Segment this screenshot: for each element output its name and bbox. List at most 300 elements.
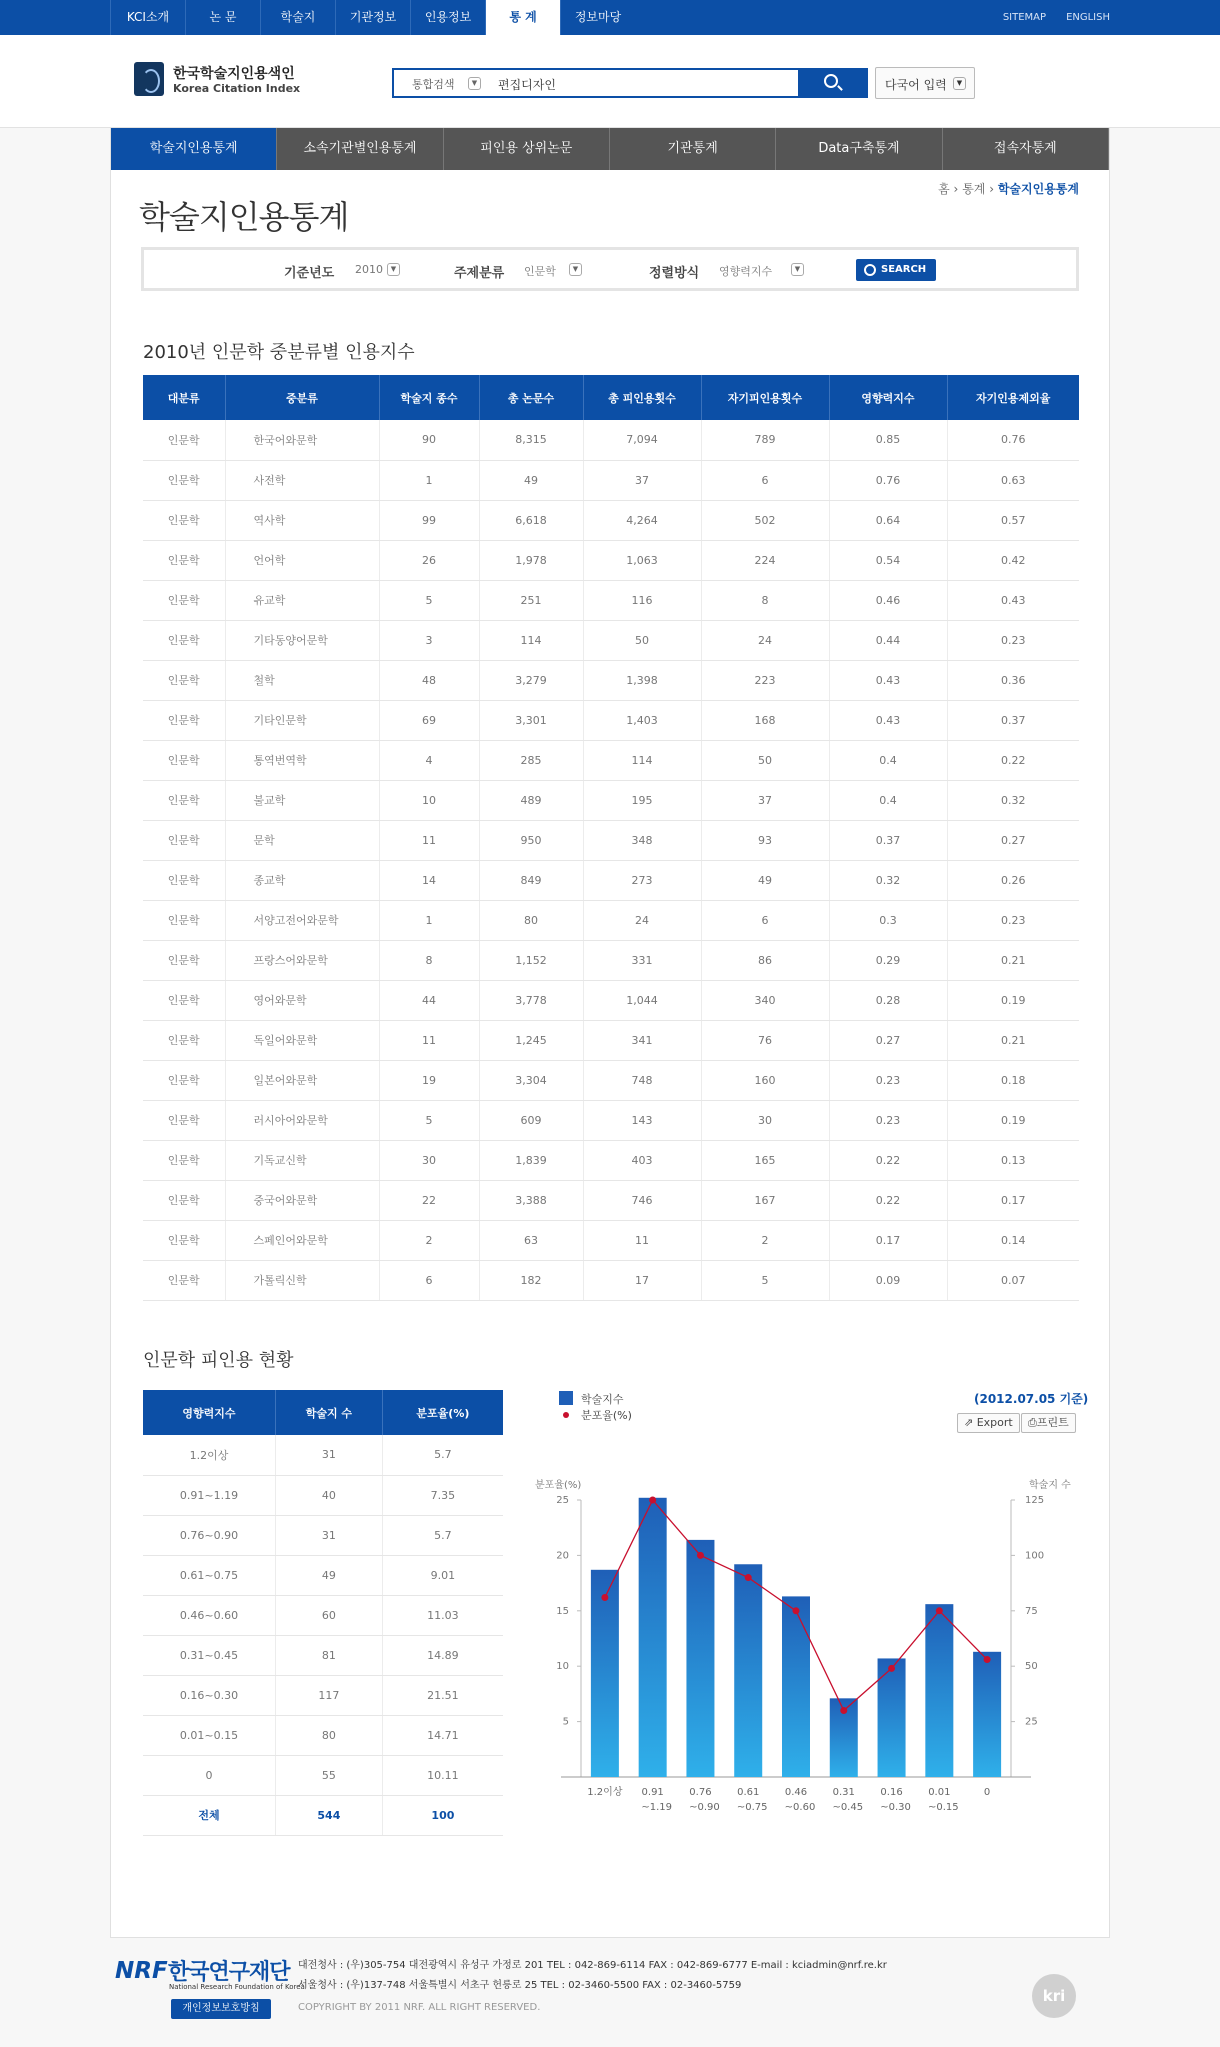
footer-address-daejeon: 대전청사 : (우)305-754 대전광역시 유성구 가정로 201 TEL : 042-869-6114 FAX : 042-869-6777 E-mail : kciadmin@nrf.re.kr [298,1960,887,1971]
table-cell: 10.11 [382,1755,503,1795]
table-cell: 0.76~0.90 [143,1515,275,1555]
printer-icon: ⎙ [1028,1416,1037,1429]
x-tick-label: ~0.60 [784,1802,816,1810]
table-cell: 49 [275,1555,382,1595]
table-cell: 기타인문학 [225,700,379,740]
top-nav-item-papers[interactable]: 논 문 [185,0,260,35]
table-cell: 11 [379,1020,479,1060]
table-cell: 프랑스어와문학 [225,940,379,980]
table-cell: 0.21 [947,940,1079,980]
table-cell: 서양고전어와문학 [225,900,379,940]
table-cell: 117 [275,1675,382,1715]
table-cell: 4,264 [583,500,701,540]
table-cell: 2 [379,1220,479,1260]
table-row [143,820,1079,860]
top-nav-item-kci[interactable]: KCI소개 [110,0,185,35]
top-nav-item-statistics[interactable]: 통 계 [485,0,560,35]
table-cell: 중국어와문학 [225,1180,379,1220]
table-cell: 0.26 [947,860,1079,900]
table-cell: 종교학 [225,860,379,900]
ratio-point [793,1607,800,1614]
table-cell: 0.23 [829,1060,947,1100]
table-cell: 0.4 [829,740,947,780]
table-cell: 0.3 [829,900,947,940]
table-cell: 3,279 [479,660,583,700]
table-cell: 80 [275,1715,382,1755]
table-row [143,420,1079,460]
table-cell: 1 [379,900,479,940]
multilingual-label: 다국어 입력 [885,78,947,92]
table-cell: 224 [701,540,829,580]
main-content [110,128,1110,1938]
table-cell: 14.71 [382,1715,503,1755]
chart-bar [782,1596,810,1777]
table-cell: 0.13 [947,1140,1079,1180]
table-cell: 0.37 [947,700,1079,740]
table-cell: 31 [275,1515,382,1555]
total-row [143,1795,503,1835]
table-cell: 86 [701,940,829,980]
table-cell: 인문학 [143,420,225,460]
table-cell: 55 [275,1755,382,1795]
table-cell: 273 [583,860,701,900]
table-cell: 불교학 [225,780,379,820]
table-cell: 22 [379,1180,479,1220]
table-cell: 가톨릭신학 [225,1260,379,1300]
table-cell: 8 [379,940,479,980]
table-cell: 0.46 [829,580,947,620]
table-cell: 0.22 [829,1140,947,1180]
english-link[interactable]: ENGLISH [1066,12,1110,23]
table-cell: 8,315 [479,420,583,460]
top-nav-item-info[interactable]: 정보마당 [560,0,635,35]
filter-search-button[interactable]: SEARCH [856,259,936,281]
x-tick-label: ~0.90 [689,1802,720,1810]
top-nav-item-citations[interactable]: 인용정보 [410,0,485,35]
table-row [143,1435,503,1475]
nrf-logo[interactable]: NRF [115,1958,168,1984]
table-cell: 역사학 [225,500,379,540]
chart-bar [925,1604,953,1777]
sort-select[interactable]: 영향력지수 [719,265,773,278]
privacy-policy-button[interactable]: 개인정보보호방침 [171,1999,271,2019]
footer-address-seoul: 서울청사 : (우)137-748 서울특별시 서초구 헌릉로 25 TEL : 02-3460-5500 FAX : 02-3460-5759 [298,1980,742,1991]
column-header: 중분류 [225,375,379,420]
export-button[interactable] [957,1413,1020,1433]
table-row [143,700,1079,740]
table-cell: 17 [583,1260,701,1300]
search-icon [824,74,838,88]
table-cell: 116 [583,580,701,620]
x-tick-label: ~0.45 [832,1802,864,1810]
x-tick-label: ~0.75 [736,1802,768,1810]
table-cell: 60 [275,1595,382,1635]
table-cell: 24 [701,620,829,660]
table-cell: 1,839 [479,1140,583,1180]
table-cell: 10 [379,780,479,820]
table-row [143,1635,503,1675]
table-cell: 인문학 [143,940,225,980]
top-nav-item-journals[interactable]: 학술지 [260,0,335,35]
column-header: 학술지 종수 [379,375,479,420]
table-cell: 1.2이상 [143,1435,275,1475]
export-icon: ⇗ [964,1416,974,1429]
table-row [143,1100,1079,1140]
logo-title[interactable]: 한국학술지인용색인 [173,66,295,82]
table-cell: 609 [479,1100,583,1140]
table-cell: 독일어와문학 [225,1020,379,1060]
table-cell: 2 [701,1220,829,1260]
table-cell: 통역번역학 [225,740,379,780]
chevron-down-icon: ▼ [953,77,966,90]
legend-journals [559,1391,624,1407]
left-tick-label: 5 [562,1716,569,1728]
table-cell: 0.91~1.19 [143,1475,275,1515]
chart-bar [639,1498,667,1777]
table-cell: 331 [583,940,701,980]
table-cell: 99 [379,500,479,540]
table-cell: 502 [701,500,829,540]
table-row [143,620,1079,660]
year-label: 기준년도 [284,266,335,281]
breadcrumb-stats[interactable]: 통계 [962,182,986,196]
column-header: 총 피인용횟수 [583,375,701,420]
x-tick-label: ~0.15 [928,1802,959,1810]
table-cell: 3,778 [479,980,583,1020]
ratio-point [697,1552,704,1559]
ratio-point [840,1707,847,1714]
table2-title: 인문학 피인용 현황 [143,1350,294,1371]
table-cell: 165 [701,1140,829,1180]
table-cell: 인문학 [143,780,225,820]
tab-top-cited[interactable]: 피인용 상위논문 [444,128,610,170]
table-cell: 14 [379,860,479,900]
search-box[interactable] [392,68,800,98]
table-cell: 403 [583,1140,701,1180]
table-cell: 0.18 [947,1060,1079,1100]
table-row [143,940,1079,980]
chevron-down-icon[interactable]: ▼ [468,77,481,90]
ratio-point [601,1594,608,1601]
tab-institution-stats[interactable]: 기관통계 [610,128,776,170]
table-cell: 1,044 [583,980,701,1020]
table-cell: 5.7 [382,1435,503,1475]
table-cell: 인문학 [143,580,225,620]
tab-visitor-stats[interactable]: 접속자통계 [943,128,1109,170]
table-cell: 114 [583,740,701,780]
table-cell: 143 [583,1100,701,1140]
legend-ratio-label: 분포율(%) [581,1409,632,1422]
x-tick-label: 0.01 [928,1787,951,1798]
table-cell: 0.23 [829,1100,947,1140]
table-cell: 0.63 [947,460,1079,500]
table-cell: 언어학 [225,540,379,580]
tab-data-stats[interactable]: Data구축통계 [776,128,942,170]
table-cell: 114 [479,620,583,660]
legend-ratio [559,1407,632,1423]
table-cell: 기독교신학 [225,1140,379,1180]
table-row [143,1675,503,1715]
chevron-down-icon[interactable]: ▼ [569,263,582,276]
table-cell: 340 [701,980,829,1020]
filter-bar [141,247,1079,291]
table-cell: 489 [479,780,583,820]
citation-index-table [143,375,1079,1301]
footer-org-name: 한국연구재단 [168,1960,290,1985]
table-cell: 0.43 [947,580,1079,620]
table-cell: 24 [583,900,701,940]
citation-distribution-table [143,1390,503,1836]
table-cell: 341 [583,1020,701,1060]
table-cell: 1,245 [479,1020,583,1060]
left-tick-label: 10 [556,1661,569,1673]
table-cell: 5 [379,1100,479,1140]
table-cell: 50 [583,620,701,660]
breadcrumb-home[interactable]: 홈 [938,182,950,196]
table-cell: 영어와문학 [225,980,379,1020]
table-cell: 0.23 [947,620,1079,660]
table-cell: 160 [701,1060,829,1100]
left-tick-label: 20 [556,1550,569,1562]
table-cell: 0.61~0.75 [143,1555,275,1595]
x-tick-label: 1.2이상 [587,1787,623,1798]
table-cell: 0.21 [947,1020,1079,1060]
table-cell: 746 [583,1180,701,1220]
ratio-point [745,1574,752,1581]
table-cell: 950 [479,820,583,860]
table-cell: 167 [701,1180,829,1220]
table-cell: 19 [379,1060,479,1100]
table-cell: 0.31~0.45 [143,1635,275,1675]
right-tick-label: 100 [1025,1550,1045,1562]
table-cell: 0.85 [829,420,947,460]
table-cell: 0.32 [947,780,1079,820]
chart-bar [973,1652,1001,1777]
table-cell: 기타동양어문학 [225,620,379,660]
table-row [143,1140,1079,1180]
legend-bar-swatch [559,1391,573,1405]
table-cell: 문학 [225,820,379,860]
table-cell: 0.64 [829,500,947,540]
table-cell: 5 [701,1260,829,1300]
table-cell: 인문학 [143,740,225,780]
table-cell: 0.17 [829,1220,947,1260]
table-cell: 0.32 [829,860,947,900]
tab-affiliation-stats[interactable]: 소속기관별인용통계 [277,128,443,170]
x-tick-label: 0.76 [689,1787,712,1798]
multilingual-input-button[interactable] [875,67,975,99]
chevron-down-icon[interactable]: ▼ [387,263,400,276]
search-scope-select[interactable]: 통합검색 [412,78,455,91]
table-cell: 40 [275,1475,382,1515]
subject-label: 주제분류 [454,266,505,281]
table-cell: 223 [701,660,829,700]
table-cell: 63 [479,1220,583,1260]
table-cell: 인문학 [143,500,225,540]
table-cell: 849 [479,860,583,900]
subject-select[interactable]: 인문학 [524,265,556,278]
tab-journal-citation-stats[interactable]: 학술지인용통계 [111,128,277,170]
table-cell: 48 [379,660,479,700]
table-cell: 11.03 [382,1595,503,1635]
top-bar [0,0,1220,35]
table-cell: 21.51 [382,1675,503,1715]
top-nav-item-institutions[interactable]: 기관정보 [335,0,410,35]
kri-logo[interactable]: kri [1032,1974,1076,2018]
table-cell: 3,301 [479,700,583,740]
table-cell: 30 [379,1140,479,1180]
footer [0,1940,1220,2047]
table-cell: 인문학 [143,820,225,860]
table-cell: 168 [701,700,829,740]
table-cell: 0.19 [947,980,1079,1020]
table-row [143,460,1079,500]
table-cell: 인문학 [143,620,225,660]
kci-logo-icon[interactable] [134,62,164,96]
table-cell: 789 [701,420,829,460]
table-cell: 1,978 [479,540,583,580]
table-cell: 철학 [225,660,379,700]
column-header: 영향력지수 [143,1390,275,1435]
table-row [143,540,1079,580]
chevron-down-icon[interactable]: ▼ [791,263,804,276]
total-cell: 전체 [143,1795,275,1835]
table-cell: 인문학 [143,540,225,580]
table-cell: 0.76 [829,460,947,500]
table-cell: 7.35 [382,1475,503,1515]
table-cell: 5.7 [382,1515,503,1555]
table-cell: 50 [701,740,829,780]
table-cell: 0.76 [947,420,1079,460]
distribution-chart [531,1490,1071,1810]
top-nav [110,0,635,35]
table-cell: 3,388 [479,1180,583,1220]
sitemap-link[interactable]: SITEMAP [1002,12,1047,23]
table-cell: 1 [379,460,479,500]
table-cell: 0.16~0.30 [143,1675,275,1715]
ratio-point [984,1656,991,1663]
table-cell: 76 [701,1020,829,1060]
total-cell: 544 [275,1795,382,1835]
table-cell: 0.23 [947,900,1079,940]
table-row [143,1515,503,1555]
breadcrumb-current: 학술지인용통계 [997,182,1079,196]
year-select[interactable]: 2010 [355,263,383,276]
print-button[interactable] [1021,1413,1076,1433]
table-cell: 0.43 [829,660,947,700]
table-cell: 인문학 [143,460,225,500]
left-axis-label: 분포율(%) [535,1480,582,1491]
table-cell: 37 [583,460,701,500]
x-tick-label: 0.46 [784,1787,808,1798]
logo-subtitle: Korea Citation Index [173,82,301,95]
table-cell: 일본어와문학 [225,1060,379,1100]
table-cell: 0.42 [947,540,1079,580]
table-cell: 인문학 [143,700,225,740]
table-cell: 0.54 [829,540,947,580]
ratio-point [649,1497,656,1504]
table-cell: 인문학 [143,980,225,1020]
table-cell: 0.07 [947,1260,1079,1300]
table-row [143,740,1079,780]
table-row [143,580,1079,620]
table-cell: 0.09 [829,1260,947,1300]
column-header: 학술지 수 [275,1390,382,1435]
table-cell: 인문학 [143,860,225,900]
table-cell: 0.37 [829,820,947,860]
column-header: 대분류 [143,375,225,420]
table-cell: 1,403 [583,700,701,740]
table-cell: 0.01~0.15 [143,1715,275,1755]
page-title: 학술지인용통계 [139,198,349,236]
table-cell: 348 [583,820,701,860]
table-cell: 0.29 [829,940,947,980]
sub-nav [111,128,1109,170]
table-cell: 인문학 [143,1180,225,1220]
table-cell: 26 [379,540,479,580]
table-cell: 스페인어와문학 [225,1220,379,1260]
column-header: 총 논문수 [479,375,583,420]
table-cell: 8 [701,580,829,620]
right-tick-label: 25 [1025,1716,1038,1728]
table-cell: 4 [379,740,479,780]
table-row [143,500,1079,540]
table1-title: 2010년 인문학 중분류별 인용지수 [143,342,415,363]
right-axis-label: 학술지 수 [1029,1480,1071,1491]
total-cell: 100 [382,1795,503,1835]
export-label: Export [976,1416,1013,1429]
breadcrumb-separator: › [953,182,959,196]
table-cell: 1,063 [583,540,701,580]
table-row [143,980,1079,1020]
x-tick-label: ~0.30 [880,1802,911,1810]
table-cell: 3 [379,620,479,660]
as-of-date: (2012.07.05 기준) [974,1392,1089,1406]
table-cell: 6 [379,1260,479,1300]
table-cell: 1,152 [479,940,583,980]
x-tick-label: 0.91 [641,1787,664,1798]
table-cell: 0.44 [829,620,947,660]
search-input[interactable]: 편집디자인 [498,78,556,92]
right-tick-label: 75 [1025,1605,1038,1617]
table-cell: 0.19 [947,1100,1079,1140]
table-cell: 30 [701,1100,829,1140]
print-label: 프린트 [1036,1416,1069,1429]
table-row [143,860,1079,900]
table-row [143,1475,503,1515]
table-cell: 49 [479,460,583,500]
table-cell: 44 [379,980,479,1020]
table-cell: 0.46~0.60 [143,1595,275,1635]
table-cell: 3,304 [479,1060,583,1100]
table-cell: 유교학 [225,580,379,620]
table-cell: 81 [275,1635,382,1675]
table-cell: 인문학 [143,1260,225,1300]
table-row [143,1715,503,1755]
table-cell: 1,398 [583,660,701,700]
table-cell: 0.36 [947,660,1079,700]
table-cell: 11 [379,820,479,860]
search-button[interactable] [800,68,868,98]
table-cell: 인문학 [143,1060,225,1100]
top-links [1003,0,1110,35]
table-cell: 0.14 [947,1220,1079,1260]
left-tick-label: 15 [556,1605,569,1617]
table-cell: 인문학 [143,1220,225,1260]
table-row [143,1260,1079,1300]
table-cell: 0.22 [829,1180,947,1220]
table-row [143,1020,1079,1060]
